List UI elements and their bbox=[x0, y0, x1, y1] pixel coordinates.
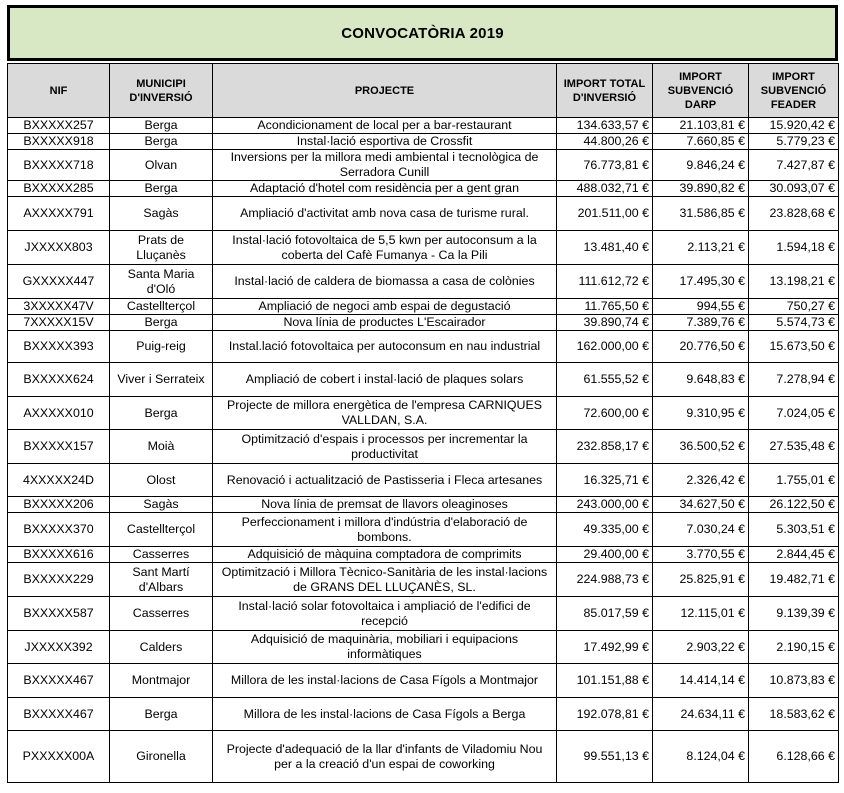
cell-subvencio-feader: 30.093,07 € bbox=[749, 181, 839, 197]
table-row bbox=[8, 397, 839, 430]
column-header-subvencio-darp: IMPORT SUBVENCIÓ DARP bbox=[653, 64, 749, 118]
cell-subvencio-darp: 21.103,81 € bbox=[653, 118, 749, 134]
cell-projecte: Instal.lació fotovoltaica per autoconsum en nau industrial bbox=[213, 331, 557, 363]
column-header-subvencio-feader: IMPORT SUBVENCIÓ FEADER bbox=[749, 64, 839, 118]
cell-nif: BXXXXX587 bbox=[8, 597, 110, 631]
cell-subvencio-feader: 7.024,05 € bbox=[749, 397, 839, 430]
cell-subvencio-darp: 994,55 € bbox=[653, 299, 749, 315]
cell-import-total: 162.000,00 € bbox=[557, 331, 653, 363]
cell-import-total: 85.017,59 € bbox=[557, 597, 653, 631]
cell-subvencio-feader: 7.278,94 € bbox=[749, 363, 839, 397]
cell-projecte: Nova línia de premsat de llavors oleaginoses bbox=[213, 497, 557, 513]
cell-import-total: 111.612,72 € bbox=[557, 265, 653, 299]
cell-import-total: 224.988,73 € bbox=[557, 563, 653, 597]
cell-import-total: 134.633,57 € bbox=[557, 118, 653, 134]
cell-import-total: 72.600,00 € bbox=[557, 397, 653, 430]
cell-projecte: Adaptació d'hotel com residència per a gent gran bbox=[213, 181, 557, 197]
cell-municipi: Gironella bbox=[110, 731, 213, 783]
cell-nif: BXXXXX157 bbox=[8, 430, 110, 464]
cell-nif: AXXXXX010 bbox=[8, 397, 110, 430]
cell-nif: BXXXXX467 bbox=[8, 698, 110, 731]
cell-projecte: Ampliació de cobert i instal·lació de plaques solars bbox=[213, 363, 557, 397]
cell-municipi: Sant Martí d'Albars bbox=[110, 563, 213, 597]
cell-import-total: 29.400,00 € bbox=[557, 547, 653, 563]
cell-subvencio-feader: 5.574,73 € bbox=[749, 315, 839, 331]
cell-subvencio-feader: 1.755,01 € bbox=[749, 464, 839, 497]
cell-subvencio-darp: 9.846,24 € bbox=[653, 150, 749, 181]
table-header-row bbox=[8, 64, 839, 118]
table-row bbox=[8, 430, 839, 464]
cell-import-total: 49.335,00 € bbox=[557, 513, 653, 547]
cell-projecte: Optimització i Millora Tècnico-Sanitària de les instal·lacions de GRANS DEL LLUÇANÈS, SL. bbox=[213, 563, 557, 597]
cell-subvencio-feader: 27.535,48 € bbox=[749, 430, 839, 464]
column-header-nif: NIF bbox=[8, 64, 110, 118]
table-row bbox=[8, 118, 839, 134]
cell-projecte: Ampliació de negoci amb espai de degustació bbox=[213, 299, 557, 315]
cell-subvencio-darp: 24.634,11 € bbox=[653, 698, 749, 731]
table-row bbox=[8, 197, 839, 231]
table-row bbox=[8, 363, 839, 397]
page-title-banner bbox=[7, 5, 838, 61]
cell-nif: BXXXXX257 bbox=[8, 118, 110, 134]
cell-municipi: Montmajor bbox=[110, 664, 213, 698]
cell-subvencio-feader: 2.844,45 € bbox=[749, 547, 839, 563]
cell-import-total: 192.078,81 € bbox=[557, 698, 653, 731]
cell-nif: BXXXXX616 bbox=[8, 547, 110, 563]
cell-municipi: Casserres bbox=[110, 597, 213, 631]
cell-projecte: Inversions per la millora medi ambiental i tecnològica de Serradora Cunill bbox=[213, 150, 557, 181]
cell-subvencio-feader: 2.190,15 € bbox=[749, 631, 839, 664]
cell-subvencio-darp: 9.648,83 € bbox=[653, 363, 749, 397]
cell-projecte: Optimització d'espais i processos per incrementar la productivitat bbox=[213, 430, 557, 464]
cell-projecte: Renovació i actualització de Pastisseria i Fleca artesanes bbox=[213, 464, 557, 497]
cell-nif: 4XXXXX24D bbox=[8, 464, 110, 497]
cell-subvencio-darp: 2.326,42 € bbox=[653, 464, 749, 497]
cell-municipi: Viver i Serrateix bbox=[110, 363, 213, 397]
table-row bbox=[8, 315, 839, 331]
cell-import-total: 101.151,88 € bbox=[557, 664, 653, 698]
cell-projecte: Projecte d'adequació de la llar d'infants de Viladomiu Nou per a la creació d'un espai de coworking bbox=[213, 731, 557, 783]
cell-subvencio-feader: 6.128,66 € bbox=[749, 731, 839, 783]
cell-projecte: Ampliació d'activitat amb nova casa de turisme rural. bbox=[213, 197, 557, 231]
cell-municipi: Puig-reig bbox=[110, 331, 213, 363]
cell-subvencio-darp: 39.890,82 € bbox=[653, 181, 749, 197]
cell-nif: BXXXXX624 bbox=[8, 363, 110, 397]
cell-nif: BXXXXX718 bbox=[8, 150, 110, 181]
cell-subvencio-darp: 7.660,85 € bbox=[653, 134, 749, 150]
cell-subvencio-darp: 12.115,01 € bbox=[653, 597, 749, 631]
cell-projecte: Millora de les instal·lacions de Casa Fígols a Montmajor bbox=[213, 664, 557, 698]
cell-projecte: Nova línia de productes L'Escairador bbox=[213, 315, 557, 331]
cell-municipi: Casserres bbox=[110, 547, 213, 563]
cell-import-total: 17.492,99 € bbox=[557, 631, 653, 664]
cell-import-total: 44.800,26 € bbox=[557, 134, 653, 150]
cell-municipi: Sagàs bbox=[110, 497, 213, 513]
cell-subvencio-darp: 14.414,14 € bbox=[653, 664, 749, 698]
cell-municipi: Prats de Lluçanès bbox=[110, 231, 213, 265]
cell-nif: PXXXXX00A bbox=[8, 731, 110, 783]
cell-municipi: Santa Maria d'Oló bbox=[110, 265, 213, 299]
cell-nif: JXXXXX392 bbox=[8, 631, 110, 664]
cell-import-total: 232.858,17 € bbox=[557, 430, 653, 464]
cell-nif: GXXXXX447 bbox=[8, 265, 110, 299]
cell-import-total: 16.325,71 € bbox=[557, 464, 653, 497]
cell-subvencio-feader: 18.583,62 € bbox=[749, 698, 839, 731]
cell-municipi: Berga bbox=[110, 181, 213, 197]
cell-projecte: Adquisició de màquina comptadora de comprimits bbox=[213, 547, 557, 563]
cell-municipi: Berga bbox=[110, 134, 213, 150]
cell-nif: BXXXXX206 bbox=[8, 497, 110, 513]
column-header-import-total: IMPORT TOTAL D'INVERSIÓ bbox=[557, 64, 653, 118]
cell-projecte: Projecte de millora energètica de l'empresa CARNIQUES VALLDAN, S.A. bbox=[213, 397, 557, 430]
cell-subvencio-feader: 750,27 € bbox=[749, 299, 839, 315]
cell-nif: 7XXXXX15V bbox=[8, 315, 110, 331]
cell-subvencio-feader: 9.139,39 € bbox=[749, 597, 839, 631]
cell-subvencio-feader: 5.303,51 € bbox=[749, 513, 839, 547]
table-row bbox=[8, 497, 839, 513]
cell-import-total: 39.890,74 € bbox=[557, 315, 653, 331]
table-row bbox=[8, 265, 839, 299]
cell-nif: BXXXXX285 bbox=[8, 181, 110, 197]
cell-subvencio-darp: 34.627,50 € bbox=[653, 497, 749, 513]
table-row bbox=[8, 181, 839, 197]
cell-municipi: Berga bbox=[110, 118, 213, 134]
cell-subvencio-darp: 2.113,21 € bbox=[653, 231, 749, 265]
grants-table bbox=[7, 63, 839, 783]
cell-subvencio-darp: 3.770,55 € bbox=[653, 547, 749, 563]
cell-import-total: 201.511,00 € bbox=[557, 197, 653, 231]
cell-subvencio-darp: 8.124,04 € bbox=[653, 731, 749, 783]
cell-nif: 3XXXXX47V bbox=[8, 299, 110, 315]
page-title: CONVOCATÒRIA 2019 bbox=[341, 24, 504, 42]
cell-subvencio-darp: 9.310,95 € bbox=[653, 397, 749, 430]
cell-subvencio-feader: 26.122,50 € bbox=[749, 497, 839, 513]
cell-subvencio-feader: 15.920,42 € bbox=[749, 118, 839, 134]
cell-subvencio-feader: 7.427,87 € bbox=[749, 150, 839, 181]
cell-projecte: Instal·lació solar fotovoltaica i ampliació de l'edifici de recepció bbox=[213, 597, 557, 631]
cell-nif: JXXXXX803 bbox=[8, 231, 110, 265]
cell-municipi: Moià bbox=[110, 430, 213, 464]
table-row bbox=[8, 150, 839, 181]
cell-subvencio-darp: 7.030,24 € bbox=[653, 513, 749, 547]
table-row bbox=[8, 464, 839, 497]
table-row bbox=[8, 331, 839, 363]
table-row bbox=[8, 731, 839, 783]
cell-import-total: 61.555,52 € bbox=[557, 363, 653, 397]
cell-nif: AXXXXX791 bbox=[8, 197, 110, 231]
cell-subvencio-darp: 20.776,50 € bbox=[653, 331, 749, 363]
cell-subvencio-feader: 15.673,50 € bbox=[749, 331, 839, 363]
table-row bbox=[8, 597, 839, 631]
cell-municipi: Castellterçol bbox=[110, 299, 213, 315]
cell-projecte: Instal·lació fotovoltaica de 5,5 kwn per autoconsum a la coberta del Cafè Fumanya - Ca la Pili bbox=[213, 231, 557, 265]
cell-import-total: 488.032,71 € bbox=[557, 181, 653, 197]
cell-municipi: Berga bbox=[110, 397, 213, 430]
cell-subvencio-feader: 1.594,18 € bbox=[749, 231, 839, 265]
cell-projecte: Instal·lació esportiva de Crossfit bbox=[213, 134, 557, 150]
cell-municipi: Castellterçol bbox=[110, 513, 213, 547]
cell-import-total: 11.765,50 € bbox=[557, 299, 653, 315]
cell-nif: BXXXXX370 bbox=[8, 513, 110, 547]
table-row bbox=[8, 134, 839, 150]
cell-subvencio-darp: 25.825,91 € bbox=[653, 563, 749, 597]
cell-projecte: Instal·lació de caldera de biomassa a casa de colònies bbox=[213, 265, 557, 299]
cell-subvencio-feader: 13.198,21 € bbox=[749, 265, 839, 299]
column-header-projecte: PROJECTE bbox=[213, 64, 557, 118]
cell-subvencio-darp: 17.495,30 € bbox=[653, 265, 749, 299]
table-body bbox=[8, 118, 839, 783]
cell-subvencio-darp: 7.389,76 € bbox=[653, 315, 749, 331]
table-row bbox=[8, 563, 839, 597]
table-row bbox=[8, 513, 839, 547]
cell-subvencio-feader: 10.873,83 € bbox=[749, 664, 839, 698]
table-row bbox=[8, 631, 839, 664]
table-row bbox=[8, 664, 839, 698]
cell-municipi: Olost bbox=[110, 464, 213, 497]
table-row bbox=[8, 698, 839, 731]
cell-municipi: Berga bbox=[110, 698, 213, 731]
table-row bbox=[8, 299, 839, 315]
cell-municipi: Sagàs bbox=[110, 197, 213, 231]
cell-nif: BXXXXX918 bbox=[8, 134, 110, 150]
cell-subvencio-darp: 31.586,85 € bbox=[653, 197, 749, 231]
table-row bbox=[8, 547, 839, 563]
cell-subvencio-feader: 5.779,23 € bbox=[749, 134, 839, 150]
cell-projecte: Acondicionament de local per a bar-restaurant bbox=[213, 118, 557, 134]
cell-nif: BXXXXX393 bbox=[8, 331, 110, 363]
cell-projecte: Perfeccionament i millora d'indústria d'elaboració de bombons. bbox=[213, 513, 557, 547]
cell-projecte: Adquisició de maquinària, mobiliari i equipacions informàtiques bbox=[213, 631, 557, 664]
cell-subvencio-darp: 36.500,52 € bbox=[653, 430, 749, 464]
table-row bbox=[8, 231, 839, 265]
column-header-municipi: MUNICIPI D'INVERSIÓ bbox=[110, 64, 213, 118]
cell-import-total: 243.000,00 € bbox=[557, 497, 653, 513]
cell-import-total: 76.773,81 € bbox=[557, 150, 653, 181]
cell-nif: BXXXXX467 bbox=[8, 664, 110, 698]
cell-municipi: Berga bbox=[110, 315, 213, 331]
cell-import-total: 99.551,13 € bbox=[557, 731, 653, 783]
cell-subvencio-feader: 19.482,71 € bbox=[749, 563, 839, 597]
cell-municipi: Calders bbox=[110, 631, 213, 664]
cell-import-total: 13.481,40 € bbox=[557, 231, 653, 265]
cell-projecte: Millora de les instal·lacions de Casa Fígols a Berga bbox=[213, 698, 557, 731]
cell-nif: BXXXXX229 bbox=[8, 563, 110, 597]
cell-subvencio-feader: 23.828,68 € bbox=[749, 197, 839, 231]
cell-subvencio-darp: 2.903,22 € bbox=[653, 631, 749, 664]
cell-municipi: Olvan bbox=[110, 150, 213, 181]
